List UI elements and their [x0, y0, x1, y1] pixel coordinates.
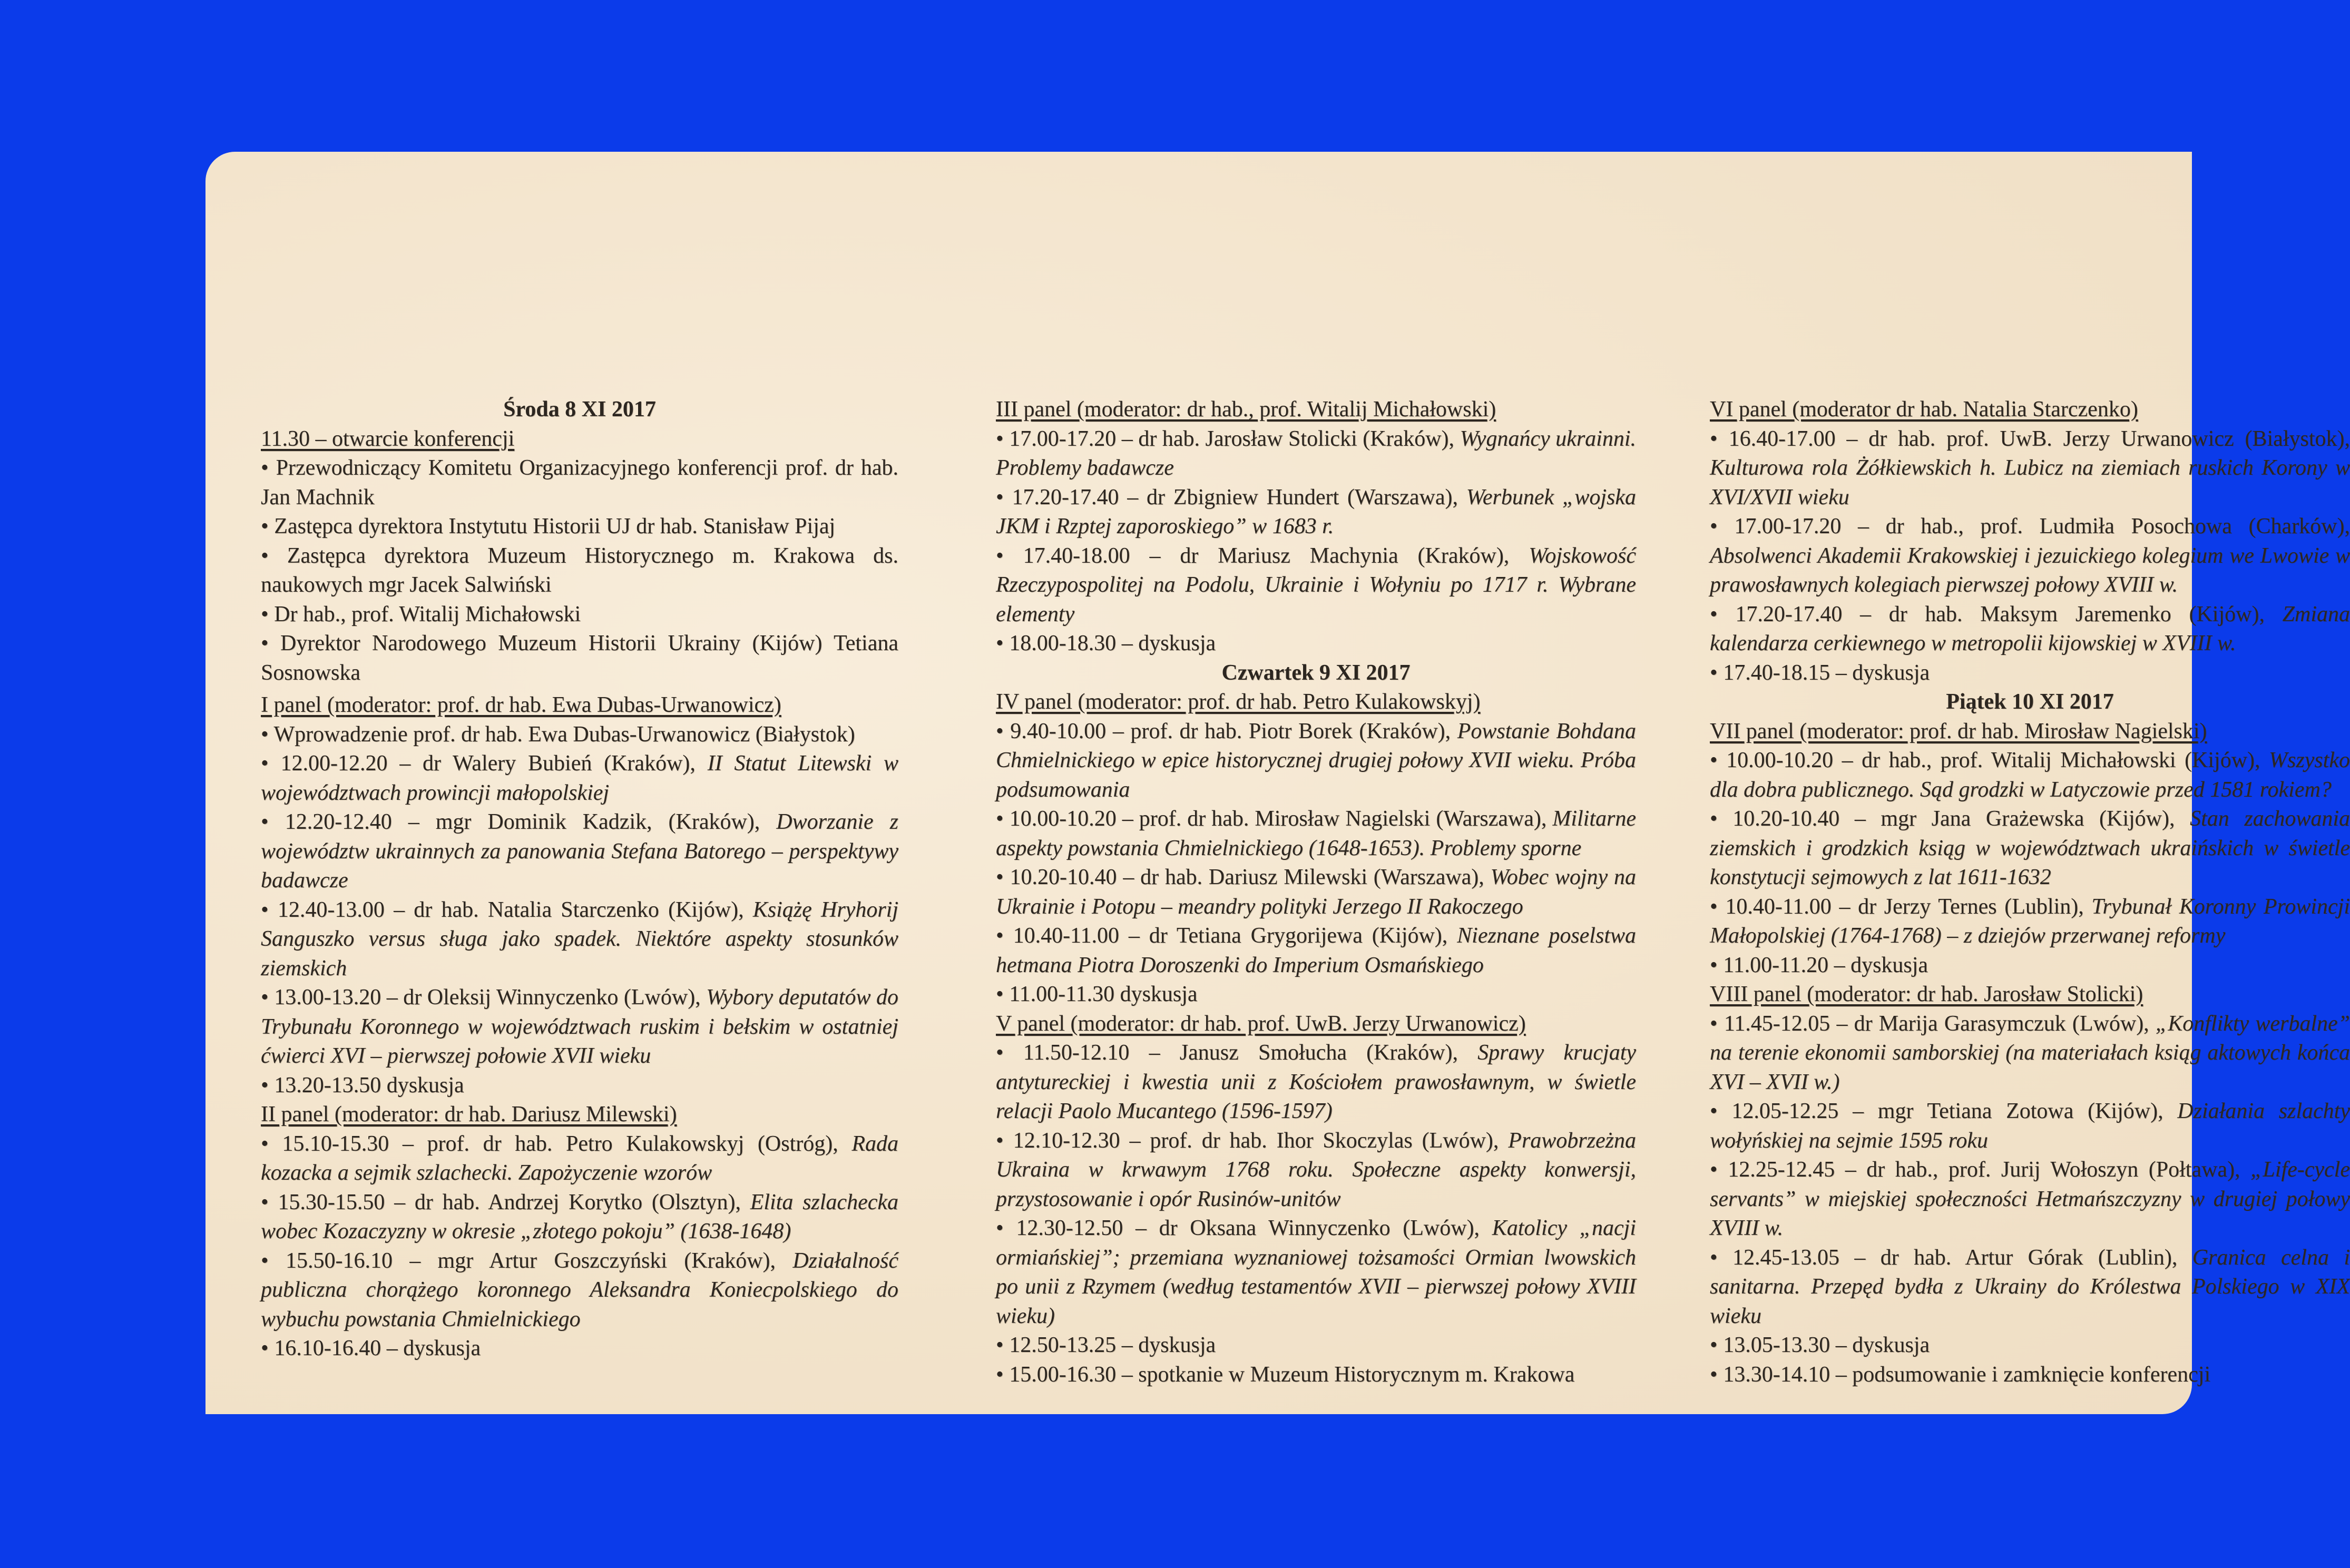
item-speaker: • 15.10-15.30 – prof. dr hab. Petro Kulakowskyj (Ostróg), [261, 1131, 852, 1156]
item-speaker: • 13.20-13.50 dyskusja [261, 1073, 464, 1097]
program-item [1710, 805, 2350, 893]
item-speaker: • 12.30-12.50 – dr Oksana Winnyczenko (Lwów), [996, 1216, 1492, 1240]
item-speaker: • 11.00-11.20 – dyskusja [1710, 953, 1928, 977]
item-speaker: • Zastępca dyrektora Instytutu Historii UJ dr hab. Stanisław Pijaj [261, 514, 836, 538]
program-item [261, 808, 898, 896]
item-title: Działania szlachty wołyńskiej na sejmie 1595 roku [1710, 1099, 2350, 1153]
program-item [261, 1130, 898, 1188]
panel-heading: VI panel (moderator dr hab. Natalia Starczenko) [1710, 397, 2138, 422]
item-title: Granica celna i sanitarna. Przepęd bydła z Ukrainy do Królestwa Polskiego w XIX wieku [1710, 1245, 2350, 1328]
item-speaker: • 15.50-16.10 – mgr Artur Goszczyński (Kraków), [261, 1248, 793, 1273]
program-item [1710, 951, 2350, 981]
item-speaker: • 16.40-17.00 – dr hab. prof. UwB. Jerzy Urwanowicz (Białystok), [1710, 426, 2350, 451]
item-title: „Life-cycle servants” w miejskiej społeczności Hetmańszczyzny w drugiej połowy XVIII w. [1710, 1158, 2350, 1240]
item-speaker: • 11.00-11.30 dyskusja [996, 982, 1198, 1006]
program-item [996, 629, 1636, 659]
program-item [261, 1188, 898, 1247]
item-title: Rada kozacka a sejmik szlachecki. Zapożyczenie wzorów [261, 1131, 898, 1185]
program-item [996, 805, 1636, 863]
program-item [261, 629, 898, 688]
program-item [261, 512, 898, 542]
program-item [996, 1214, 1636, 1331]
item-title: Elita szlachecka wobec Kozaczyzny w okresie „złotego pokoju” (1638-1648) [261, 1190, 898, 1243]
panel-heading: III panel (moderator: dr hab., prof. Witalij Michałowski) [996, 397, 1496, 422]
program-sheet [205, 152, 2350, 1414]
program-item [1710, 600, 2350, 659]
program-item [261, 1071, 898, 1101]
item-title: Wybory deputatów do Trybunału Koronnego w województwach ruskim i bełskim w ostatniej ćwierci XVI – pierwszej połowie XVII wieku [261, 985, 898, 1068]
program-item [996, 1331, 1636, 1360]
item-speaker: • 10.00-10.20 – dr hab., prof. Witalij Michałowski (Kijów), [1710, 748, 2269, 772]
item-title: Nieznane poselstwa hetmana Piotra Doroszenki do Imperium Osmańskiego [996, 924, 1636, 977]
program-item [1710, 1010, 2350, 1097]
program-item [1710, 1331, 2350, 1360]
program-item [1710, 425, 2350, 513]
program-item [1710, 1243, 2350, 1331]
item-title: Trybunał Koronny Prowincji Małopolskiej (1764-1768) – z dziejów przerwanej reformy [1710, 894, 2350, 948]
day-heading: Czwartek 9 XI 2017 [1221, 660, 1411, 685]
item-speaker: • 12.00-12.20 – dr Walery Bubień (Kraków), [261, 751, 708, 776]
day-heading: Środa 8 XI 2017 [503, 397, 656, 422]
day-heading: Piątek 10 XI 2017 [1946, 690, 2114, 714]
column-1 [261, 395, 898, 1364]
program-item [996, 425, 1636, 483]
program-item [261, 1247, 898, 1335]
program-item [261, 749, 898, 808]
program-item [1710, 1097, 2350, 1155]
item-speaker: • Wprowadzenie prof. dr hab. Ewa Dubas-Urwanowicz (Białystok) [261, 722, 855, 747]
item-title: Absolwenci Akademii Krakowskiej i jezuickiego kolegium we Lwowie w prawosławnych kolegiach pierwszej połowy XVIII w. [1710, 543, 2350, 597]
item-title: Wygnańcy ukrainni. Problemy badawcze [996, 426, 1637, 480]
program-item [996, 980, 1636, 1010]
item-speaker: • 10.40-11.00 – dr Jerzy Ternes (Lublin), [1710, 894, 2092, 919]
program-item [261, 542, 898, 600]
program-item [996, 483, 1636, 542]
item-speaker: • 12.20-12.40 – mgr Dominik Kadzik, (Kraków), [261, 810, 777, 834]
item-speaker: • 12.45-13.05 – dr hab. Artur Górak (Lublin), [1710, 1245, 2192, 1270]
program-item [996, 863, 1636, 922]
item-title: Militarne aspekty powstania Chmielnickiego (1648-1653). Problemy sporne [996, 807, 1636, 860]
item-speaker: • 17.40-18.15 – dyskusja [1710, 660, 1930, 685]
item-title: Katolicy „nacji ormiańskiej”; przemiana wyznaniowej tożsamości Ormian lwowskich po unii z Rzymem (według testamentów XVII – pierwszej połowy XVIII wieku) [996, 1216, 1636, 1328]
program-item [1710, 746, 2350, 805]
item-speaker: • 13.05-13.30 – dyskusja [1710, 1333, 1930, 1357]
item-speaker: • 10.20-10.40 – mgr Jana Grażewska (Kijów), [1710, 807, 2190, 831]
item-title: Werbunek „wojska JKM i Rzptej zaporoskiego” w 1683 r. [996, 485, 1636, 538]
item-title: Kulturowa rola Żółkiewskich h. Lubicz na ziemiach ruskich Korony w XVI/XVII wieku [1710, 456, 2350, 509]
item-speaker: • Dyrektor Narodowego Muzeum Historii Ukrainy (Kijów) Tetiana Sosnowska [261, 631, 898, 685]
item-speaker: • 17.20-17.40 – dr Zbigniew Hundert (Warszawa), [996, 485, 1466, 509]
item-speaker: • 17.00-17.20 – dr hab. Jarosław Stolicki (Kraków), [996, 426, 1460, 451]
panel-heading: IV panel (moderator: prof. dr hab. Petro Kulakowskyj) [996, 690, 1481, 714]
column-3 [1710, 395, 2350, 1389]
item-speaker: • 11.50-12.10 – Janusz Smołucha (Kraków), [996, 1041, 1478, 1065]
panel-heading: VII panel (moderator: prof. dr hab. Mirosław Nagielski) [1710, 719, 2207, 743]
item-speaker: • 10.20-10.40 – dr hab. Dariusz Milewski (Warszawa), [996, 865, 1491, 889]
program-item [996, 717, 1636, 805]
item-title: Powstanie Bohdana Chmielnickiego w epice historycznej drugiej połowy XVII wieku. Próba podsumowania [996, 719, 1636, 802]
item-title: Stan zachowania ziemskich i grodzkich ksiąg w województwach ukraińskich w świetle konstytucji sejmowych z lat 1611-1632 [1710, 807, 2350, 889]
item-speaker: • 10.40-11.00 – dr Tetiana Grygorijewa (Kijów), [996, 924, 1457, 948]
panel-heading: 11.30 – otwarcie konferencji [261, 426, 515, 451]
panel-heading: I panel (moderator: prof. dr hab. Ewa Dubas-Urwanowicz) [261, 693, 781, 717]
item-title: Prawobrzeżna Ukraina w krwawym 1768 roku. Społeczne aspekty konwersji, przystosowanie i opór Rusinów-unitów [996, 1128, 1636, 1211]
program-item [996, 1038, 1636, 1126]
item-speaker: • Dr hab., prof. Witalij Michałowski [261, 602, 581, 626]
item-speaker: • Zastępca dyrektora Muzeum Historycznego m. Krakowa ds. naukowych mgr Jacek Salwiński [261, 543, 898, 597]
panel-heading: II panel (moderator: dr hab. Dariusz Milewski) [261, 1102, 677, 1126]
item-speaker: • 12.10-12.30 – prof. dr hab. Ihor Skoczylas (Lwów), [996, 1128, 1509, 1153]
item-speaker: • 15.30-15.50 – dr hab. Andrzej Korytko (Olsztyn), [261, 1190, 750, 1214]
item-speaker: • 11.45-12.05 – dr Marija Garasymczuk (Lwów), [1710, 1011, 2156, 1036]
program-item [996, 542, 1636, 630]
panel-heading: V panel (moderator: dr hab. prof. UwB. Jerzy Urwanowicz) [996, 1011, 1526, 1036]
item-title: Wszystko dla dobra publicznego. Sąd grodzki w Latyczowie przed 1581 rokiem? [1710, 748, 2350, 802]
column-2 [996, 395, 1636, 1389]
item-speaker: • 10.00-10.20 – prof. dr hab. Mirosław Nagielski (Warszawa), [996, 807, 1553, 831]
item-title: Działalność publiczna chorążego koronnego Aleksandra Koniecpolskiego do wybuchu powstania Chmielnickiego [261, 1248, 898, 1331]
item-speaker: • 18.00-18.30 – dyskusja [996, 631, 1216, 655]
program-item [261, 600, 898, 630]
item-speaker: • 9.40-10.00 – prof. dr hab. Piotr Borek (Kraków), [996, 719, 1457, 743]
program-item [261, 720, 898, 750]
item-speaker: • 12.25-12.45 – dr hab., prof. Jurij Wołoszyn (Połtawa), [1710, 1158, 2251, 1182]
item-speaker: • 13.30-14.10 – podsumowanie i zamknięcie konferencji [1710, 1362, 2211, 1387]
item-title: II Statut Litewski w województwach prowincji małopolskiej [261, 751, 899, 805]
program-item [1710, 1360, 2350, 1390]
item-speaker: • 17.00-17.20 – dr hab., prof. Ludmiła Posochowa (Charków), [1710, 514, 2350, 538]
item-speaker: • 12.40-13.00 – dr hab. Natalia Starczenko (Kijów), [261, 897, 753, 922]
item-title: Wobec wojny na Ukrainie i Potopu – meandry polityki Jerzego II Rakoczego [996, 865, 1636, 919]
program-item [1710, 512, 2350, 600]
item-speaker: • 17.40-18.00 – dr Mariusz Machynia (Kraków), [996, 543, 1529, 568]
item-title: Książę Hryhorij Sanguszko versus sługa jako spadek. Niektóre aspekty stosunków ziemskich [261, 897, 898, 981]
item-title: „Konflikty werbalne” na terenie ekonomii samborskiej (na materiałach ksiąg aktowych końca XVI – XVII w.) [1710, 1011, 2350, 1094]
item-title: Zmiana kalendarza cerkiewnego w metropolii kijowskiej w XVIII w. [1710, 602, 2350, 655]
item-speaker: • 15.00-16.30 – spotkanie w Muzeum Historycznym m. Krakowa [996, 1362, 1575, 1387]
item-speaker: • 17.20-17.40 – dr hab. Maksym Jaremenko (Kijów), [1710, 602, 2283, 626]
program-item [261, 896, 898, 984]
item-title: Sprawy krucjaty antytureckiej i kwestia unii z Kościołem prawosławnym, w świetle relacji Paolo Mucantego (1596-1597) [996, 1041, 1636, 1123]
program-item [261, 1334, 898, 1364]
program-item [996, 1126, 1636, 1214]
panel-heading: VIII panel (moderator: dr hab. Jarosław Stolicki) [1710, 982, 2143, 1006]
program-item [1710, 893, 2350, 951]
item-speaker: • 16.10-16.40 – dyskusja [261, 1336, 481, 1360]
program-item [261, 983, 898, 1071]
item-speaker: • Przewodniczący Komitetu Organizacyjnego konferencji prof. dr hab. Jan Machnik [261, 456, 898, 509]
item-title: Dworzanie z województw ukrainnych za panowania Stefana Batorego – perspektywy badawcze [261, 810, 898, 893]
item-title: Wojskowość Rzeczypospolitej na Podolu, Ukrainie i Wołyniu po 1717 r. Wybrane elementy [996, 543, 1636, 626]
item-speaker: • 12.05-12.25 – mgr Tetiana Zotowa (Kijów), [1710, 1099, 2178, 1123]
program-item [996, 1360, 1636, 1390]
item-speaker: • 12.50-13.25 – dyskusja [996, 1333, 1216, 1357]
program-item [996, 922, 1636, 980]
program-item [1710, 659, 2350, 688]
item-speaker: • 13.00-13.20 – dr Oleksij Winnyczenko (Lwów), [261, 985, 707, 1010]
program-item [1710, 1155, 2350, 1243]
program-item [261, 454, 898, 512]
